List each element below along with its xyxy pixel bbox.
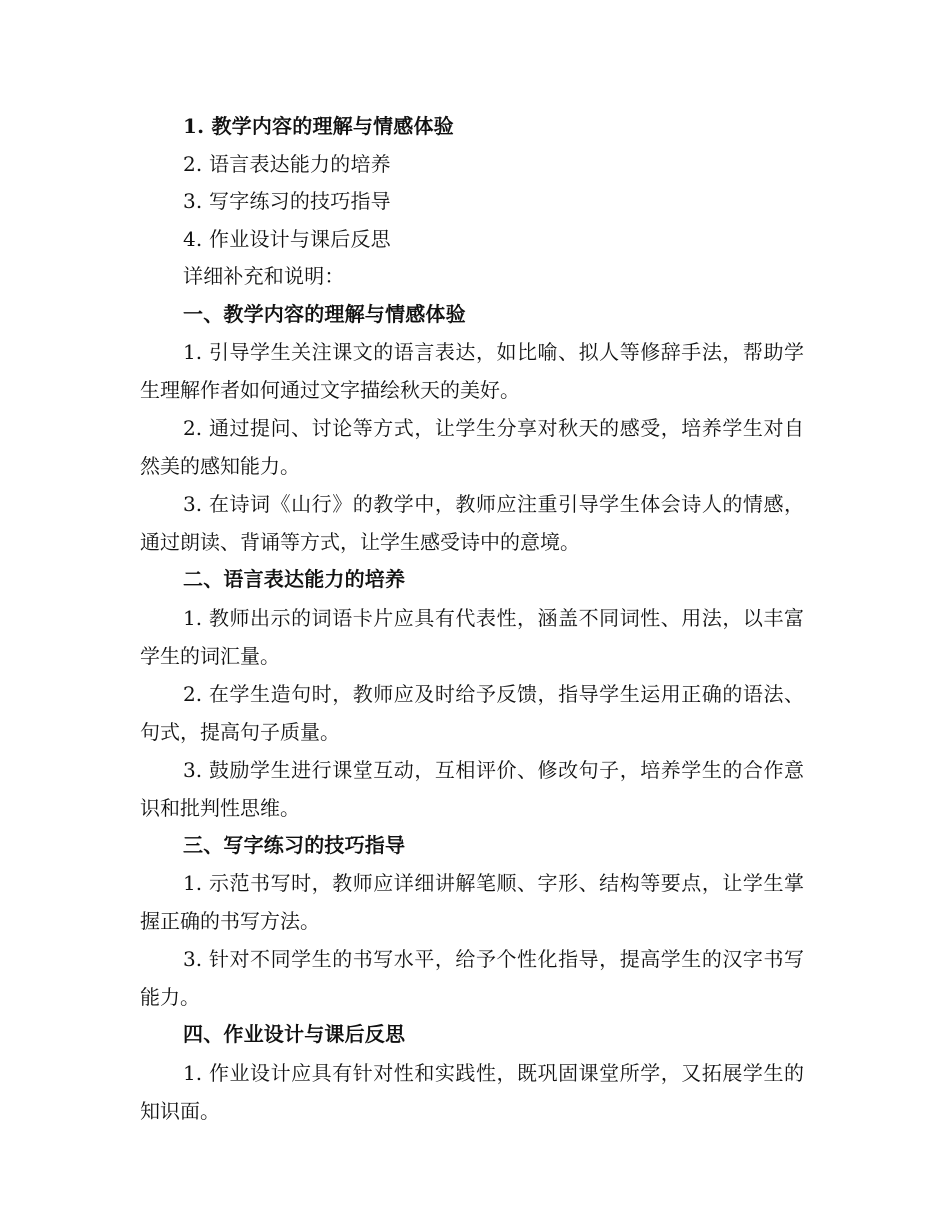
section-3-item-2: 3. 针对不同学生的书写水平，给予个性化指导，提高学生的汉字书写能力。 — [140, 947, 804, 1009]
section-heading-3: 三、写字练习的技巧指导 — [183, 832, 406, 857]
section-heading-1: 一、教学内容的理解与情感体验 — [183, 301, 466, 326]
outline-item-4: 4. 作业设计与课后反思 — [183, 226, 391, 251]
document-body — [140, 108, 804, 1130]
section-1-item-3: 3. 在诗词《山行》的教学中，教师应注重引导学生体会诗人的情感，通过朗读、背诵等方式，让学生感受诗中的意境。 — [140, 492, 804, 554]
outline-item-1: 1. 教学内容的理解与情感体验 — [183, 114, 454, 138]
outline-item-3: 3. 写字练习的技巧指导 — [183, 189, 391, 213]
intro-text: 详细补充和说明： — [183, 264, 345, 288]
section-1-item-2: 2. 通过提问、讨论等方式，让学生分享对秋天的感受，培养学生对自然美的感知能力。 — [140, 416, 804, 478]
section-heading-4: 四、作业设计与课后反思 — [183, 1022, 406, 1046]
outline-item-2: 2. 语言表达能力的培养 — [183, 151, 391, 176]
section-3-item-1: 1. 示范书写时，教师应详细讲解笔顺、字形、结构等要点，让学生掌握正确的书写方法。 — [140, 871, 804, 933]
section-4-item-1: 1. 作业设计应具有针对性和实践性，既巩固课堂所学，又拓展学生的知识面。 — [140, 1060, 804, 1123]
section-1-item-1: 1. 引导学生关注课文的语言表达，如比喻、拟人等修辞手法，帮助学生理解作者如何通过文字描绘秋天的美好。 — [140, 340, 804, 402]
section-2-item-2: 2. 在学生造句时，教师应及时给予反馈，指导学生运用正确的语法、句式，提高句子质量。 — [140, 681, 804, 744]
section-2-item-1: 1. 教师出示的词语卡片应具有代表性，涵盖不同词性、用法，以丰富学生的词汇量。 — [140, 605, 804, 668]
section-heading-2: 二、语言表达能力的培养 — [183, 567, 406, 591]
section-2-item-3: 3. 鼓励学生进行课堂互动，互相评价、修改句子，培养学生的合作意识和批判性思维。 — [140, 757, 804, 820]
